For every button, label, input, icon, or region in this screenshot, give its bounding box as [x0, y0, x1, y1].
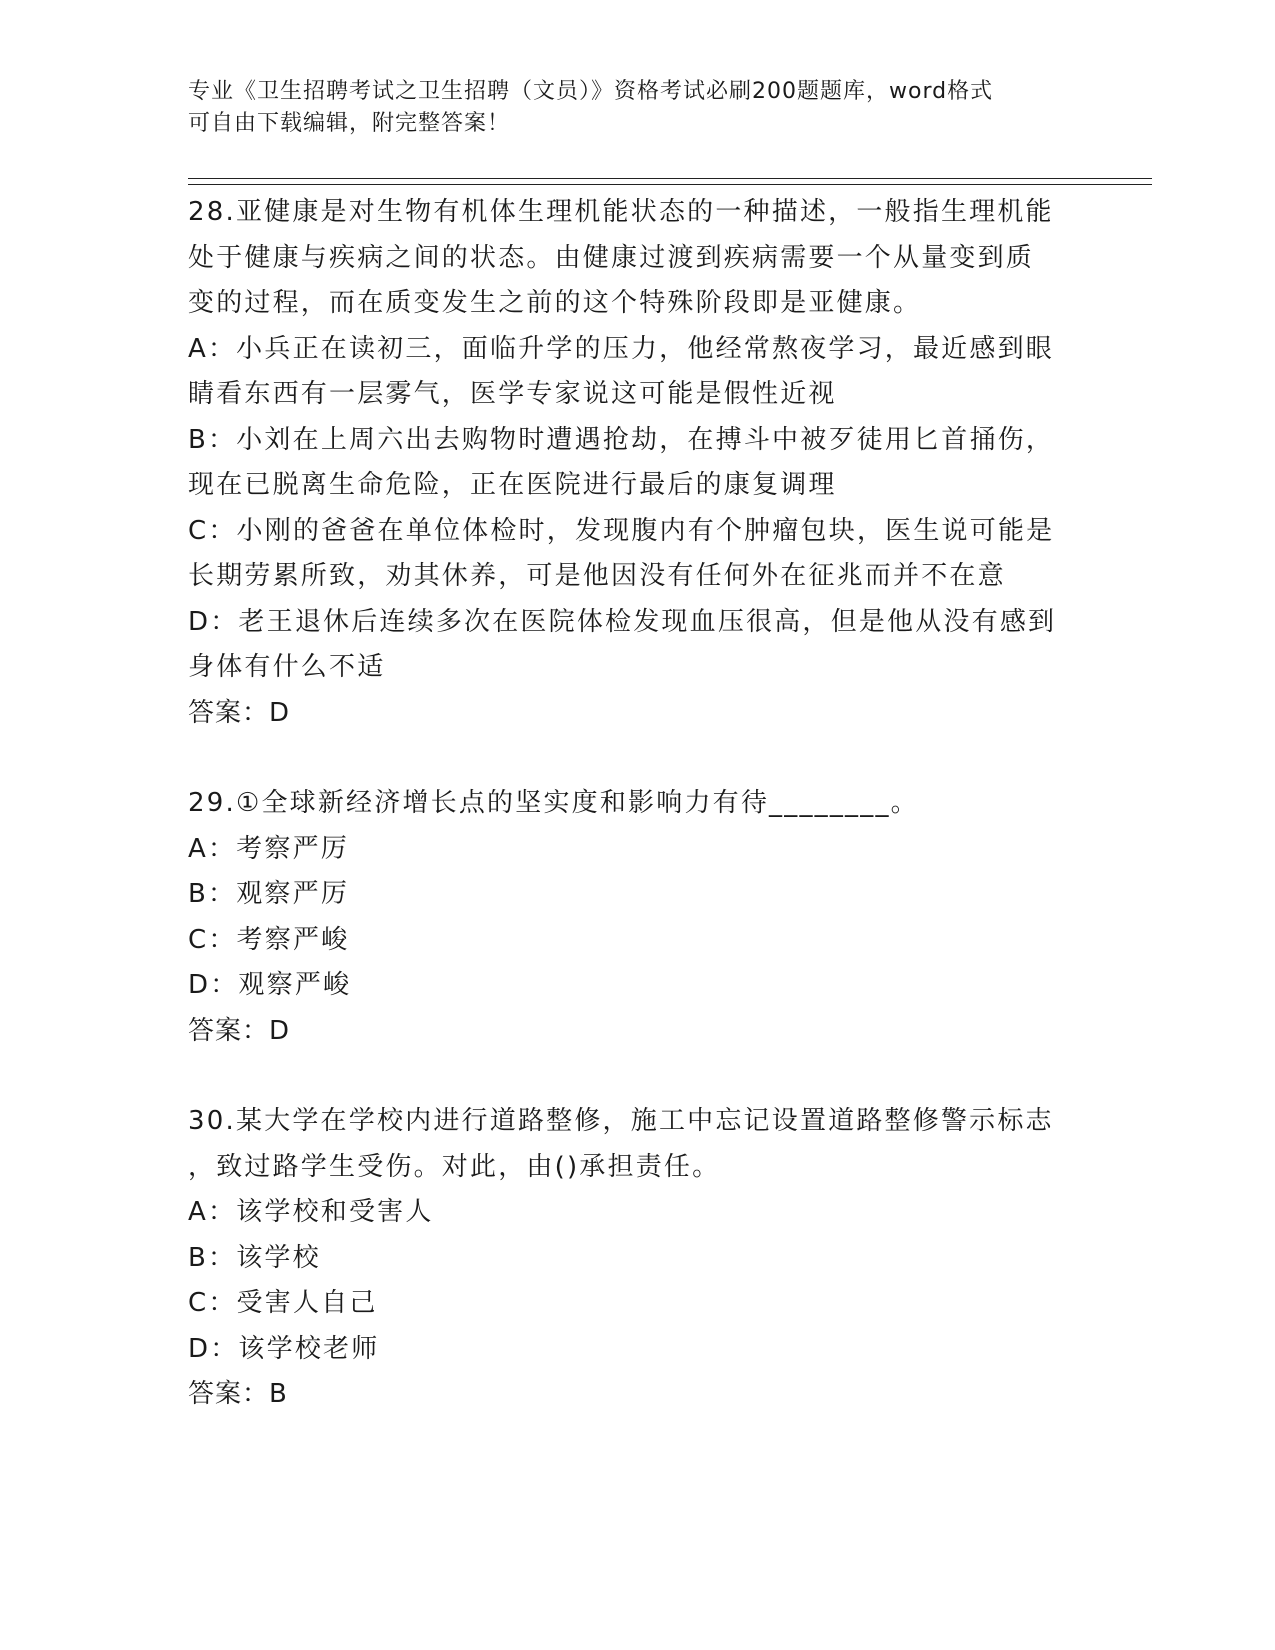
document-header: [188, 76, 1088, 140]
option-line: A：小兵正在读初三，面临升学的压力，他经常熬夜学习，最近感到眼: [188, 333, 1054, 364]
option-a: [188, 327, 1088, 418]
question-spacer: [188, 736, 1088, 781]
option-c: C：考察严峻: [188, 924, 350, 955]
option-line: D：老王退休后连续多次在医院体检发现血压很高，但是他从没有感到: [188, 606, 1057, 637]
option-line: 身体有什么不适: [188, 652, 386, 682]
option-line: C：小刚的爸爸在单位体检时，发现腹内有个肿瘤包块，医生说可能是: [188, 515, 1055, 546]
question-spacer: [188, 1054, 1088, 1099]
answer-label: 答案：B: [188, 1379, 288, 1409]
answer-label: 答案：D: [188, 1015, 291, 1046]
question-stem-line: 变的过程，而在质变发生之前的这个特殊阶段即是亚健康。: [188, 288, 922, 318]
question-stem-line: 29.①全球新经济增长点的坚实度和影响力有待________。: [188, 788, 919, 818]
question-list: [188, 190, 1088, 1418]
option-line: 睛看东西有一层雾气，医学专家说这可能是假性近视: [188, 379, 837, 409]
option-line: 长期劳累所致，劝其休养，可是他因没有任何外在征兆而并不在意: [188, 561, 1006, 591]
question-30: [188, 1099, 1088, 1418]
option-b: [188, 418, 1088, 509]
header-divider-top: [188, 178, 1152, 179]
option-b: B：该学校: [188, 1242, 321, 1273]
question-stem-line: 30.某大学在学校内进行道路整修，施工中忘记设置道路整修警示标志: [188, 1106, 1054, 1136]
option-c: C：受害人自己: [188, 1288, 378, 1318]
option-d: D：观察严峻: [188, 970, 352, 1000]
question-stem-line: 28.亚健康是对生物有机体生理机能状态的一种描述，一般指生理机能: [188, 197, 1054, 227]
option-d: [188, 600, 1088, 691]
question-stem-line: ，致过路学生受伤。对此，由()承担责任。: [188, 1151, 721, 1182]
question-29: [188, 781, 1088, 1054]
option-a: A：该学校和受害人: [188, 1197, 434, 1227]
option-a: A：考察严厉: [188, 833, 349, 864]
answer-label: 答案：D: [188, 697, 291, 728]
header-line-1: 专业《卫生招聘考试之卫生招聘（文员）》资格考试必刷200题题库，word格式: [188, 79, 994, 104]
header-line-2: 可自由下载编辑，附完整答案！: [188, 111, 511, 136]
header-divider-bottom: [188, 184, 1152, 185]
question-28: [188, 190, 1088, 736]
question-stem-line: 处于健康与疾病之间的状态。由健康过渡到疾病需要一个从量变到质: [188, 242, 1035, 273]
option-b: B：观察严厉: [188, 879, 350, 909]
option-c: [188, 509, 1088, 600]
option-line: B：小刘在上周六出去购物时遭遇抢劫，在搏斗中被歹徒用匕首捅伤，: [188, 424, 1055, 455]
option-d: D：该学校老师: [188, 1333, 380, 1364]
option-line: 现在已脱离生命危险，正在医院进行最后的康复调理: [188, 470, 837, 500]
